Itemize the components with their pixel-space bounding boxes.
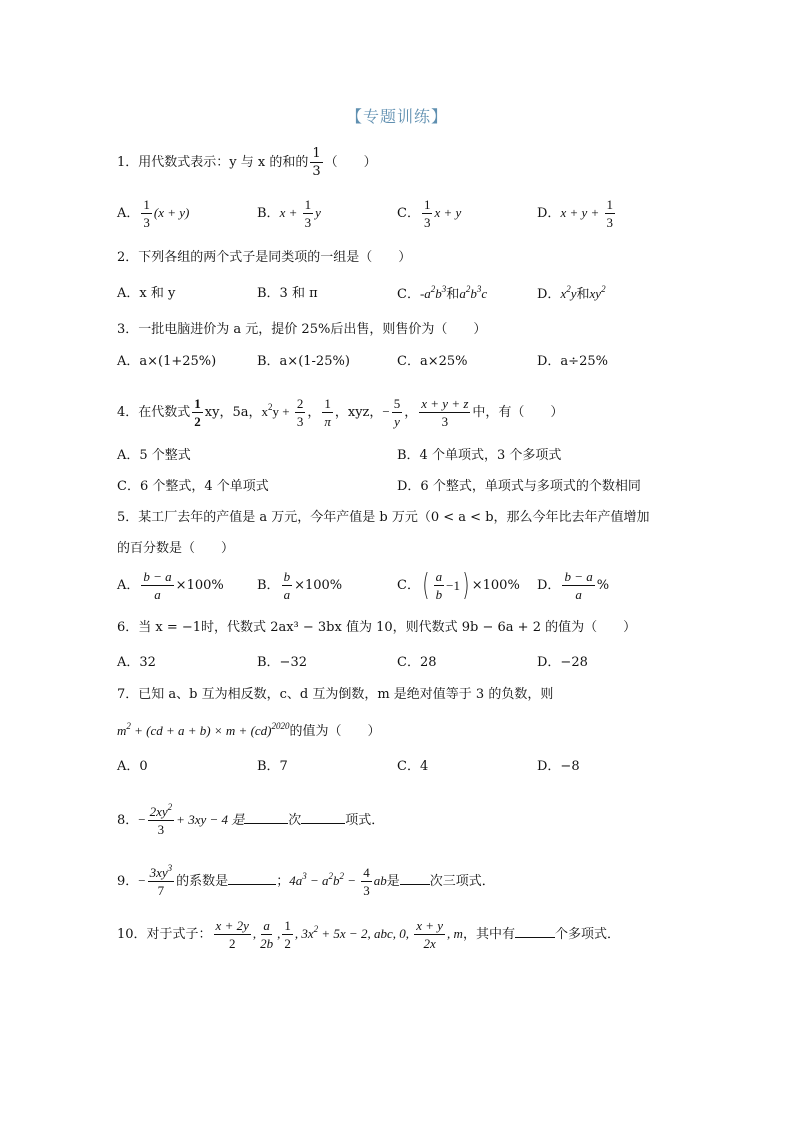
q4-option-c[interactable]: C．6 个整式，4 个单项式 xyxy=(117,479,269,494)
q5-option-d[interactable]: D． $\frac{b - a}{a}$ % xyxy=(537,569,610,602)
q3-option-d[interactable]: D．a÷25% xyxy=(537,354,608,369)
question-9: 9．− $\frac{3xy^3}{7}$ 的系数是 ；$4a^3 - a^2b^2$ − $\frac{4}{3}$ ab是 次三项式． xyxy=(117,863,495,898)
q1-option-b[interactable]: B．x + $\frac{1}{3}$ y xyxy=(257,197,321,230)
question-2: 2．下列各组的两个式子是同类项的一组是（ ） xyxy=(117,250,412,265)
q8-blank-1[interactable] xyxy=(244,822,288,824)
q1-option-d[interactable]: D．x + y + $\frac{1}{3}$ xyxy=(537,197,614,230)
fraction-one-third: $\frac{1}{3}$ xyxy=(312,146,321,179)
q7-option-a[interactable]: A．0 xyxy=(117,759,148,774)
q5-option-b[interactable]: B． $\frac{b}{a}$ ×100% xyxy=(257,569,343,602)
q1-option-a[interactable]: A． $\frac{1}{3}$ (x + y) xyxy=(117,197,190,230)
q3-option-b[interactable]: B．a×(1-25%) xyxy=(257,354,350,369)
q4-option-a[interactable]: A．5 个整式 xyxy=(117,448,191,463)
question-7-line-1: 7．已知 a、b 互为相反数，c、d 互为倒数，m 是绝对值等于 3 的负数，则 xyxy=(117,687,554,702)
question-10: 10．对于式子： $\frac{x + 2y}{2}$ , $\frac{a}{2b}$ , $\frac{1}{2}$ , $3x^2 + 5x - 2$, abc, 0, $\frac{x + y}{2x}$ , m，其中有 个多项式． xyxy=(117,918,620,951)
q7-option-c[interactable]: C．4 xyxy=(397,759,429,774)
q1-option-c[interactable]: C． $\frac{1}{3}$ x + y xyxy=(397,197,462,230)
question-5-line-2: 的百分数是（ ） xyxy=(117,541,235,556)
q1-paren: （ ） xyxy=(324,155,377,170)
question-1 xyxy=(117,147,377,178)
q2-option-c[interactable]: C．$-a^2b^3$和$a^2b^3c$ xyxy=(397,284,488,302)
q4-option-b[interactable]: B．4 个单项式，3 个多项式 xyxy=(397,448,562,463)
q3-option-c[interactable]: C．a×25% xyxy=(397,354,468,369)
q6-option-c[interactable]: C．28 xyxy=(397,655,437,670)
q2-option-d[interactable]: D．$x^2y$和$xy^2$ xyxy=(537,284,606,302)
q6-option-b[interactable]: B．−32 xyxy=(257,655,307,670)
question-8: 8．− $\frac{2xy^2}{3}$ + 3xy − 4 是 次 项式． xyxy=(117,802,385,837)
q2-option-a[interactable]: A．x 和 y xyxy=(117,286,176,301)
q9-blank-1[interactable] xyxy=(228,883,276,885)
question-3: 3．一批电脑进价为 a 元，提价 25%后出售，则售价为（ ） xyxy=(117,322,487,337)
q4-option-d[interactable]: D．6 个整式，单项式与多项式的个数相同 xyxy=(397,479,641,494)
q10-blank[interactable] xyxy=(515,936,555,938)
question-6: 6．当 x = −1时，代数式 2ax³ − 3bx 值为 10，则代数式 9b − 6a + 2 的值为（ ） xyxy=(117,620,637,635)
question-5-line-1: 5．某工厂去年的产值是 a 万元，今年产值是 b 万元（0 < a < b，那么今年比去年产值增加 xyxy=(117,510,650,525)
q8-blank-2[interactable] xyxy=(301,822,345,824)
q5-option-c[interactable]: C． ( $\frac{a}{b}$ −1 ) ×100% xyxy=(397,567,520,603)
q6-option-a[interactable]: A．32 xyxy=(117,655,156,670)
question-4: 4．在代数式 $\frac{1}{2}$ xy，5a，$x^2y$ + $\frac{2}{3}$ ， $\frac{1}{\pi}$ ，xyz，− $\frac{5}{y}$ ， $\frac{x + y + z}{3}$ 中，有（ ） xyxy=(117,396,564,429)
q5-option-a[interactable]: A． $\frac{b - a}{a}$ ×100% xyxy=(117,569,224,602)
section-title: 【专题训练】 xyxy=(345,107,448,126)
q3-option-a[interactable]: A．a×(1+25%) xyxy=(117,354,217,369)
q1-stem: 1．用代数式表示：y 与 x 的和的 xyxy=(117,155,309,170)
q7-option-d[interactable]: D．−8 xyxy=(537,759,580,774)
q9-blank-2[interactable] xyxy=(400,883,430,885)
q7-option-b[interactable]: B．7 xyxy=(257,759,288,774)
q6-option-d[interactable]: D．−28 xyxy=(537,655,588,670)
question-7-line-2: $m^2 + (cd + a + b) \times m + (cd)^{2020}$的值为（ ） xyxy=(117,721,381,739)
q2-option-b[interactable]: B．3 和 π xyxy=(257,286,318,301)
